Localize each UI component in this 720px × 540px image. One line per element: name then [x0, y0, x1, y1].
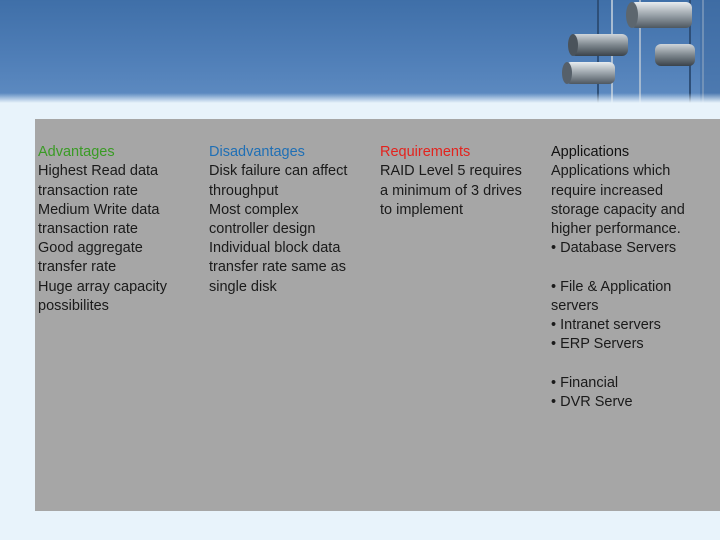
applications-column: [551, 124, 716, 412]
requirements-column: [380, 124, 545, 220]
requirements-text: RAID Level 5 requires a minimum of 3 drives to implement: [380, 163, 522, 218]
requirements-heading: Requirements: [380, 144, 471, 161]
banner-hardware-image: [0, 0, 720, 103]
advantages-column: [38, 124, 203, 316]
disadvantages-column: [209, 124, 374, 297]
header-banner: [0, 0, 720, 103]
content-panel: [35, 119, 720, 511]
applications-text: Applications which require increased storage capacity and higher performance. • Database Servers • File & Application servers • Intranet servers • ERP Servers • Financial • DVR Serve: [551, 163, 685, 410]
advantages-heading: Advantages: [38, 144, 115, 161]
advantages-text: Highest Read data transaction rate Medium Write data transaction rate Good aggregate transfer rate Huge array capacity possibilites: [38, 163, 167, 314]
applications-heading: Applications: [551, 144, 630, 161]
disadvantages-text: Disk failure can affect throughput Most complex controller design Individual block data transfer rate same as single disk: [209, 163, 348, 295]
disadvantages-heading: Disadvantages: [209, 144, 305, 161]
